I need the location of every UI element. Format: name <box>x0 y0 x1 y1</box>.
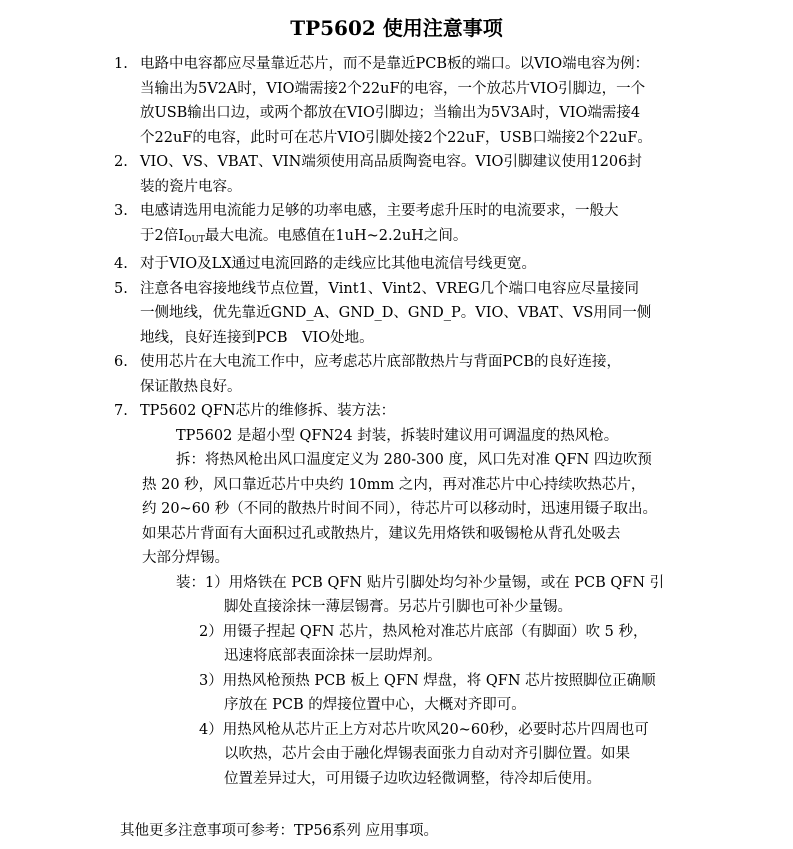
item-number: 1. <box>114 56 128 72</box>
item-text-line <box>140 224 673 253</box>
notes-list <box>0 52 793 791</box>
footer-note: 其他更多注意事项可参考：TP56系列 应用事项。 <box>120 823 438 839</box>
item-number: 4. <box>114 256 128 272</box>
list-item <box>0 399 793 424</box>
remove-text-line: 如果芯片背面有大面积过孔或散热片，建议先用烙铁和吸锡枪从背孔处吸去 <box>142 525 621 542</box>
list-item <box>0 350 793 399</box>
repair-section <box>0 424 793 792</box>
list-item <box>0 150 793 199</box>
remove-text-line: 大部分焊锡。 <box>142 550 229 566</box>
page-title: TP5602 使用注意事项 <box>290 16 503 40</box>
remove-text-line: 拆：将热风枪出风口温度定义为 280-300 度，风口先对准 QFN 四边吹预 <box>176 452 652 468</box>
install-text-line: 2）用镊子捏起 QFN 芯片，热风枪对准芯片底部（有脚面）吹 5 秒， <box>199 623 648 640</box>
item-text-line: 注意各电容接地线节点位置，Vint1、Vint2、VREG几个端口电容应尽量接同 <box>140 280 640 297</box>
install-text-line: 装：1）用烙铁在 PCB QFN 贴片引脚处均匀补少量锡，或在 PCB QFN 引 <box>176 574 665 591</box>
item-text-line: 对于VIO及LX通过电流回路的走线应比其他电流信号线更宽。 <box>140 256 537 272</box>
list-item <box>0 277 793 351</box>
item-number: 7. <box>114 403 128 419</box>
item-text-line: 装的瓷片电容。 <box>140 178 242 195</box>
remove-text-line: 热 20 秒，风口靠近芯片中央约 10mm 之内，再对准芯片中心持续吹热芯片， <box>142 476 646 493</box>
remove-text-line: 约 20~60 秒（不同的散热片时间不同），待芯片可以移动时，迅速用镊子取出。 <box>142 501 658 517</box>
install-text-line: 位置差异过大，可用镊子边吹边轻微调整，待冷却后使用。 <box>224 770 601 787</box>
install-text-line: 脚处直接涂抹一薄层锡膏。另芯片引脚也可补少量锡。 <box>224 599 572 615</box>
repair-intro: TP5602 是超小型 QFN24 封装，拆装时建议用可调温度的热风枪。 <box>176 427 619 444</box>
list-item <box>0 199 793 252</box>
list-item <box>0 52 793 150</box>
item-text-line: 当输出为5V2A时，VIO端需接2个22uF的电容，一个放芯片VIO引脚边，一个 <box>140 80 646 97</box>
item-text-line: 保证散热良好。 <box>140 378 242 395</box>
install-step <box>0 571 793 620</box>
list-item <box>0 252 793 277</box>
item-text-line: 地线，良好连接到PCB VIO处地。 <box>140 329 374 346</box>
install-text-line: 以吹热，芯片会由于融化焊锡表面张力自动对齐引脚位置。如果 <box>224 746 630 762</box>
install-text-line: 4）用热风枪从芯片正上方对芯片吹风20~60秒，必要时芯片四周也可 <box>199 721 649 738</box>
install-text-line: 迅速将底部表面涂抹一层助焊剂。 <box>224 648 442 664</box>
install-step <box>0 718 793 792</box>
text-segment: 最大电流。电感值在1uH~2.2uH之间。 <box>204 227 468 244</box>
install-step <box>0 669 793 718</box>
install-text-line: 序放在 PCB 的焊接位置中心，大概对齐即可。 <box>224 697 526 713</box>
item-text-line: VIO、VS、VBAT、VIN端须使用高品质陶瓷电容。VIO引脚建议使用1206封 <box>140 154 642 170</box>
item-number: 6. <box>114 354 128 370</box>
subscript-text: OUT <box>183 234 205 245</box>
item-text-line: 一侧地线，优先靠近GND_A、GND_D、GND_P。VIO、VBAT、VS用同一侧 <box>140 305 652 321</box>
item-text-line: 电路中电容都应尽量靠近芯片，而不是靠近PCB板的端口。以VIO端电容为例： <box>140 56 650 72</box>
item-number: 3. <box>114 203 128 219</box>
text-segment: 于2倍I <box>140 227 184 244</box>
item-number: 5. <box>114 280 128 297</box>
item-number: 2. <box>114 154 128 170</box>
item-text-line: 放USB输出口边，或两个都放在VIO引脚边；当输出为5V3A时，VIO端需接4 <box>140 105 641 121</box>
item-text-line: TP5602 QFN芯片的维修拆、装方法： <box>140 403 396 419</box>
item-text-line: 使用芯片在大电流工作中，应考虑芯片底部散热片与背面PCB的良好连接， <box>140 354 622 370</box>
item-text-line: 电感请选用电流能力足够的功率电感，主要考虑升压时的电流要求，一般大 <box>140 203 619 219</box>
item-text-line: 个22uF的电容，此时可在芯片VIO引脚处接2个22uF，USB口端接2个22uF。 <box>140 129 652 146</box>
install-text-line: 3）用热风枪预热 PCB 板上 QFN 焊盘，将 QFN 芯片按照脚位正确顺 <box>199 672 656 689</box>
install-step <box>0 620 793 669</box>
